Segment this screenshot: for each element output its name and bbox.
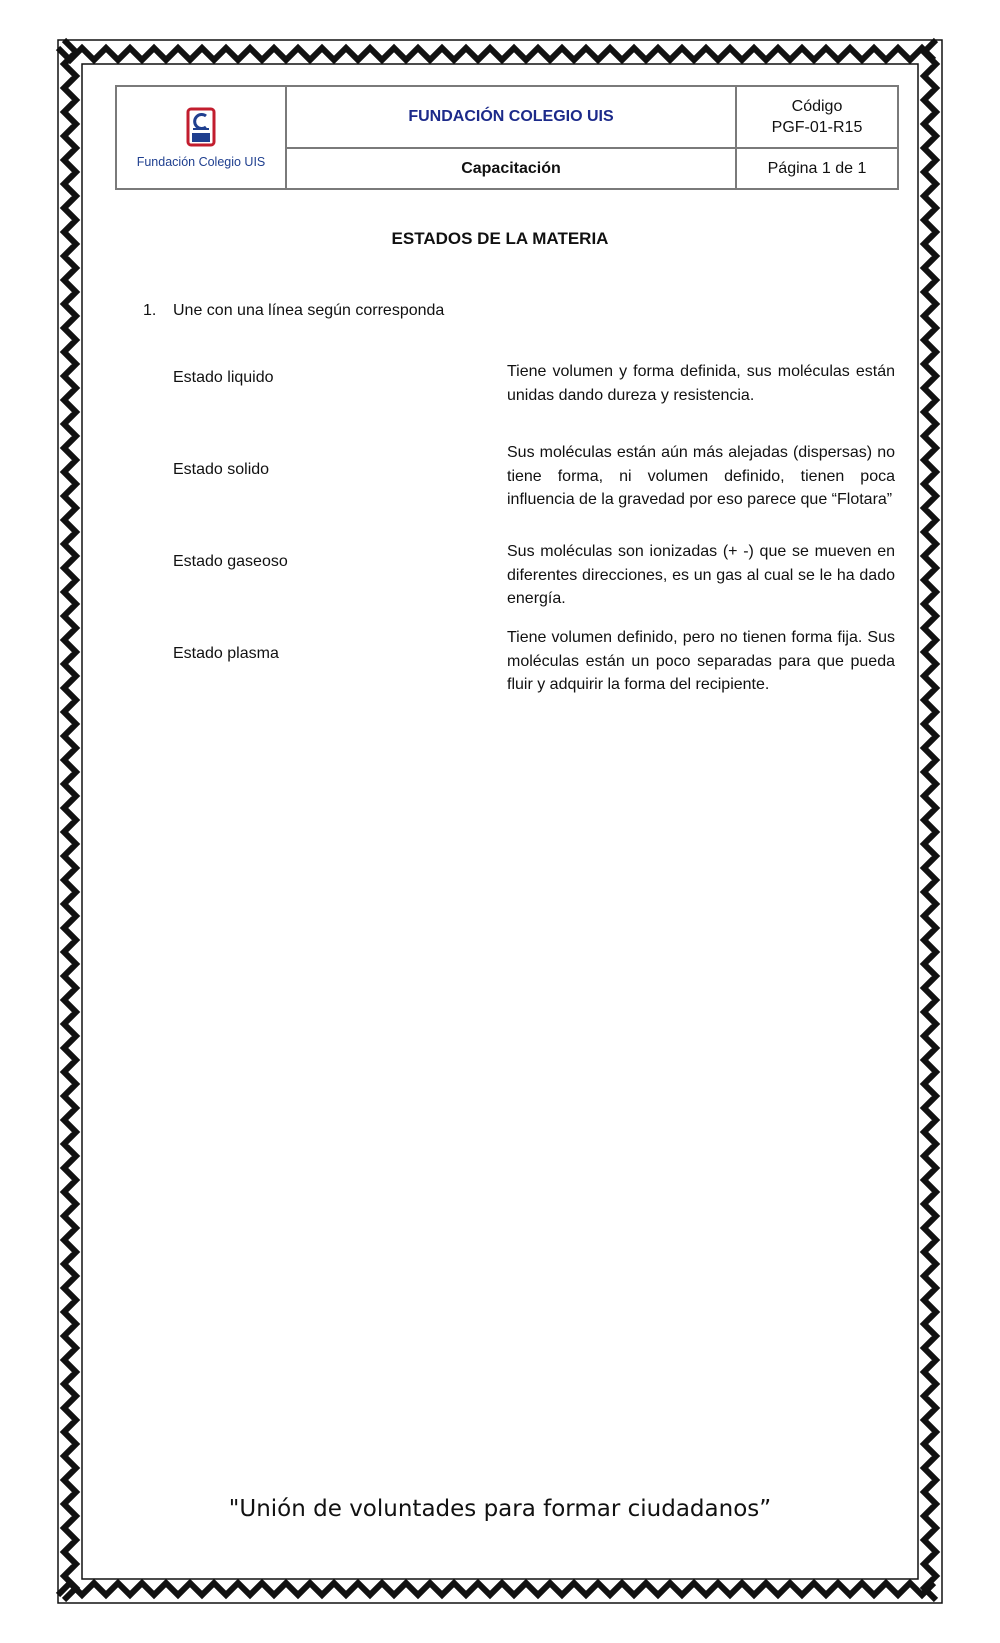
instruction-number: 1.	[143, 302, 157, 319]
state-item-gas[interactable]: Estado gaseoso	[173, 553, 288, 570]
state-item-plasma[interactable]: Estado plasma	[173, 645, 279, 662]
logo-cell	[117, 87, 285, 188]
code-value: PGF-01-R15	[771, 119, 863, 136]
document-header-table	[115, 85, 899, 190]
description-item[interactable]: Tiene volumen y forma definida, sus moléculas están unidas dando dureza y resistencia.	[507, 363, 895, 404]
state-item-solid[interactable]: Estado solido	[173, 461, 270, 478]
instruction-text: Une con una línea según corresponda	[173, 302, 445, 319]
description-item[interactable]: Sus moléculas están aún más alejadas (dispersas) no tiene forma, ni volumen definido, tienen poca influencia de la gravedad por eso parece que “Flotara”	[507, 444, 895, 508]
page-number: Página 1 de 1	[767, 159, 867, 177]
logo-caption: Fundación Colegio UIS	[136, 154, 266, 169]
page-title: ESTADOS DE LA MATERIA	[391, 229, 609, 248]
footer-motto: "Unión de voluntades para formar ciudadanos”	[228, 1496, 772, 1522]
code-label: Código	[791, 98, 843, 115]
document-subtitle: Capacitación	[461, 159, 561, 177]
description-item[interactable]: Sus moléculas son ionizadas (+ -) que se mueven en diferentes direcciones, es un gas al cual se le ha dado energía.	[507, 543, 895, 607]
instruction	[143, 302, 444, 320]
document-code	[737, 87, 897, 147]
state-item-liquid[interactable]: Estado liquido	[173, 369, 274, 386]
description-item[interactable]: Tiene volumen definido, pero no tienen forma fija. Sus moléculas están un poco separadas para que pueda fluir y adquirir la forma del recipiente.	[507, 629, 895, 693]
organization-name: FUNDACIÓN COLEGIO UIS	[408, 108, 614, 125]
school-logo-icon	[182, 107, 220, 149]
